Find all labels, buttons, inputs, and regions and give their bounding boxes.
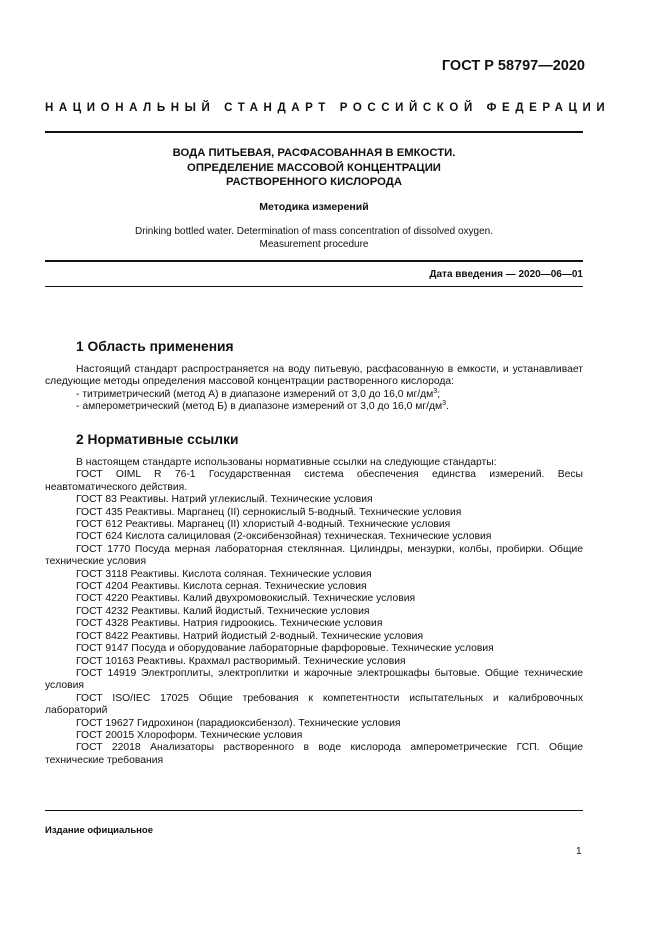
reference-item: ГОСТ 14919 Электроплиты, электроплитки и жарочные электрошкафы бытовые. Общие технические условия [45,667,583,692]
reference-item: ГОСТ 8422 Реактивы. Натрий йодистый 2-водный. Технические условия [76,630,424,642]
section-2-heading: 2 Нормативные ссылки [76,432,239,447]
section-2-intro: В настоящем стандарте использованы нормативные ссылки на следующие стандарты: [76,457,497,468]
reference-item: ГОСТ 3118 Реактивы. Кислота соляная. Технические условия [76,568,372,580]
section-1-body [45,364,583,414]
reference-item: ГОСТ OIML R 76-1 Государственная система обеспечения единства измерений. Весы неавтоматического действия. [45,469,583,493]
title-rule [45,260,583,262]
introduction-date: Дата введения — 2020—06—01 [429,269,583,280]
english-title-line-2: Measurement procedure [259,238,369,250]
reference-item: ГОСТ 10163 Реактивы. Крахмал растворимый. Технические условия [76,655,406,667]
reference-item: ГОСТ 4220 Реактивы. Калий двухромовокислый. Технические условия [76,593,416,605]
section-2-body [45,457,583,767]
reference-item: ГОСТ 9147 Посуда и оборудование лабораторные фарфоровые. Технические условия [76,643,494,655]
english-title-line-1: Drinking bottled water. Determination of mass concentration of dissolved oxygen. [135,226,493,237]
method-a-tail: ; [437,388,441,400]
title-line-1: ВОДА ПИТЬЕВАЯ, РАСФАСОВАННАЯ В ЕМКОСТИ. [172,147,456,159]
footer-rule [45,810,583,811]
page-number: 1 [576,846,582,857]
document-subtitle: Методика измерений [259,201,369,213]
reference-item: ГОСТ 20015 Хлороформ. Технические условия [76,729,303,741]
method-b-tail: . [446,401,449,413]
reference-item: ГОСТ 19627 Гидрохинон (парадиоксибензол). Технические условия [76,717,401,729]
official-edition-label: Издание официальное [45,825,153,836]
reference-item: ГОСТ 624 Кислота салициловая (2-оксибензойная) техническая. Технические условия [76,531,492,543]
english-title [45,226,583,251]
title-line-2: ОПРЕДЕЛЕНИЕ МАССОВОЙ КОНЦЕНТРАЦИИ [187,161,441,174]
reference-item: ГОСТ 1770 Посуда мерная лабораторная стеклянная. Цилиндры, мензурки, колбы, пробирки. Общие технические условия [45,543,583,568]
document-title [45,146,583,190]
reference-item: ГОСТ 4232 Реактивы. Калий йодистый. Технические условия [76,605,370,617]
method-b-text: - амперометрический (метод Б) в диапазоне измерений от 3,0 до 16,0 мг/дм [76,401,443,413]
method-b-item [45,401,583,413]
header-rule [45,131,583,133]
reference-item: ГОСТ 22018 Анализаторы растворенного в воде кислорода амперометрические ГСП. Общие технические требования [45,742,583,766]
reference-item: ГОСТ ISO/IEC 17025 Общие требования к компетентности испытательных и калибровочных лабораторий [45,692,583,717]
reference-item: ГОСТ 4328 Реактивы. Натрия гидроокись. Технические условия [76,618,383,630]
reference-item: ГОСТ 435 Реактивы. Марганец (II) сернокислый 5-водный. Технические условия [76,506,462,518]
reference-item: ГОСТ 83 Реактивы. Натрий углекислый. Технические условия [76,494,373,506]
method-a-superscript: 3 [433,387,438,395]
date-rule [45,286,583,287]
method-b-superscript: 3 [442,400,447,408]
method-a-text: - титриметрический (метод А) в диапазоне измерений от 3,0 до 16,0 мг/дм [76,388,434,400]
section-1-heading: 1 Область применения [76,339,234,354]
reference-item: ГОСТ 4204 Реактивы. Кислота серная. Технические условия [76,581,367,593]
section-1-intro: Настоящий стандарт распространяется на воду питьевую, расфасованную в емкости, и устанавливает следующие методы определения массовой концентрации растворенного кислорода: [45,364,583,388]
reference-item: ГОСТ 612 Реактивы. Марганец (II) хлористый 4-водный. Технические условия [76,519,451,531]
national-standard-banner: НАЦИОНАЛЬНЫЙ СТАНДАРТ РОССИЙСКОЙ ФЕДЕРАЦИИ [45,102,611,114]
method-a-item [45,389,583,401]
title-line-3: РАСТВОРЕННОГО КИСЛОРОДА [225,176,403,188]
standard-number: ГОСТ Р 58797—2020 [441,58,585,74]
